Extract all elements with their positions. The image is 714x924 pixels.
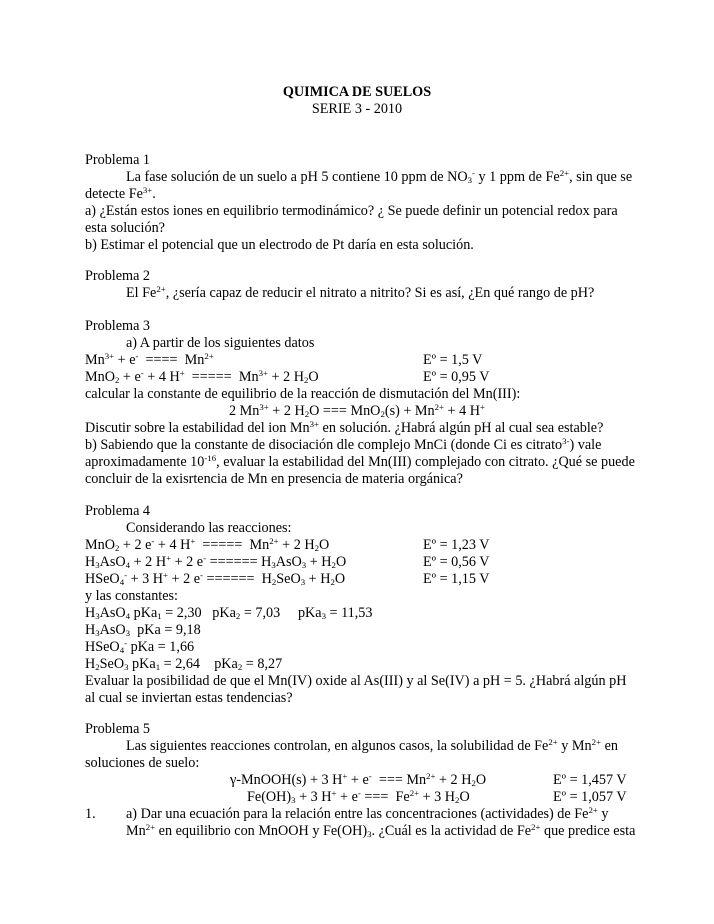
text-line: Evaluar la posibilidad de que el Mn(IV) oxide al As(III) y al Se(IV) a pH = 5. ¿Habrá algún pH <box>85 673 627 689</box>
text-line: soluciones de suelo: <box>85 755 200 771</box>
document-subtitle: SERIE 3 - 2010 <box>311 101 403 117</box>
text-line: Eº = 1,15 V <box>423 571 490 587</box>
text-line: Problema 3 <box>85 318 151 334</box>
document-title: QUIMICA DE SUELOS <box>282 84 432 100</box>
text-line: Considerando las reacciones: <box>126 520 292 536</box>
text-line: a) Dar una ecuación para la relación entre las concentraciones (actividades) de $Fe^{2+}$ y <box>126 805 609 822</box>
text-line: $H_3AsO_3$ pKa = 9,18 <box>85 622 201 639</box>
text-line: La fase solución de un suelo a pH 5 contiene 10 ppm de $NO_3^-$ y 1 ppm de $Fe^{2+}$, sin que se <box>126 168 633 186</box>
text-line: Problema 5 <box>85 721 151 737</box>
text-line: 1. <box>85 806 96 822</box>
text-line: $Mn^{2+}$ en equilibrio con MnOOH y $Fe(OH)_3$. ¿Cuál es la actividad de $Fe^{2+}$ que predice esta <box>126 822 636 840</box>
text-line: aproximadamente $10^{-16}$, evaluar la estabilidad del Mn(III) complejado con citrato. ¿Qué se puede <box>85 453 635 470</box>
text-line: $H_2SeO_3$ pKa$_1$ = 2,64 pKa$_2$ = 8,27 <box>85 656 283 673</box>
text-line: $H_3AsO_4$ pKa$_1$ = 2,30 pKa$_2$ = 7,03 pKa$_3$ = 11,53 <box>85 605 373 622</box>
text-line: MnO$_2$ + 2 e- + 4 H+ ===== $Mn^{2+} + 2$ $H_2O$ <box>85 536 330 554</box>
text-line: Eº = 0,95 V <box>423 369 490 385</box>
text-line: HSeO$_4$- pKa = 1,66 <box>85 638 195 656</box>
text-line: y las constantes: <box>85 588 178 604</box>
text-line: El $Fe^{2+}$, ¿sería capaz de reducir el nitrato a nitrito? Si es así, ¿En qué rango de pH? <box>126 284 595 301</box>
text-line: Eº = 0,56 V <box>423 554 490 570</box>
text-line: Eº = 1,23 V <box>423 537 490 553</box>
text-line: $Fe(OH)_3 + 3$ H+ + e- === $Fe^{2+} + 3$ $H_2O$ <box>247 788 470 806</box>
text-line: a) ¿Están estos iones en equilibrio termodinámico? ¿ Se puede definir un potencial redox para <box>85 203 618 219</box>
text-line: al cual se inviertan estas tendencias? <box>85 690 293 706</box>
text-line: Problema 2 <box>85 268 151 284</box>
text-line: esta solución? <box>85 220 165 236</box>
text-line: Discutir sobre la estabilidad del ion $Mn^{3+}$ en solución. ¿Habrá algún pH al cual sea estable? <box>85 419 604 436</box>
text-line: Eº = 1,5 V <box>423 352 483 368</box>
text-line: detecte $Fe^{3+}$. <box>85 185 156 202</box>
text-line: Eº = 1,057 V <box>553 789 627 805</box>
text-line: a) A partir de los siguientes datos <box>126 335 315 351</box>
text-line: Las siguientes reacciones controlan, en algunos casos, la solubilidad de $Fe^{2+}$ y $Mn^{2+}$ en <box>126 737 618 754</box>
text-line: γ-MnOOH(s) + 3 H+ + e- === $Mn^{2+} + 2$ $H_2O$ <box>230 771 487 789</box>
text-line: Problema 1 <box>85 152 151 168</box>
text-line: MnO$_2$ + e- + 4 H+ ===== $Mn^{3+} + 2$ $H_2O$ <box>85 368 319 386</box>
text-line: b) Sabiendo que la constante de disociación dle complejo MnCi (donde Ci es citrato$^{3-}$) vale <box>85 436 602 453</box>
text-line: $Mn^{3+} + e^-$ ==== $Mn^{2+}$ <box>85 351 214 368</box>
text-line: concluir de la exisrtencia de Mn en presencia de materia orgánica? <box>85 471 463 487</box>
text-line: Problema 4 <box>85 503 151 519</box>
text-line: b) Estimar el potencial que un electrodo de Pt daría en esta solución. <box>85 237 474 253</box>
text-line: $H_3AsO_4 + 2$ H+ + 2 e- ====== $H_3AsO_3 + H_2O$ <box>85 553 347 571</box>
text-line: Eº = 1,457 V <box>553 772 627 788</box>
text-line: calcular la constante de equilibrio de la reacción de dismutación del Mn(III): <box>85 386 521 402</box>
text-line: HSeO$_4$- + 3 H+ + 2 e- ====== $H_2SeO_3 + H_2O$ <box>85 570 346 588</box>
text-line: 2 $Mn^{3+} + 2$ $H_2O$ === $MnO_2(s) + Mn^{2+} + 4$ H+ <box>229 402 485 420</box>
